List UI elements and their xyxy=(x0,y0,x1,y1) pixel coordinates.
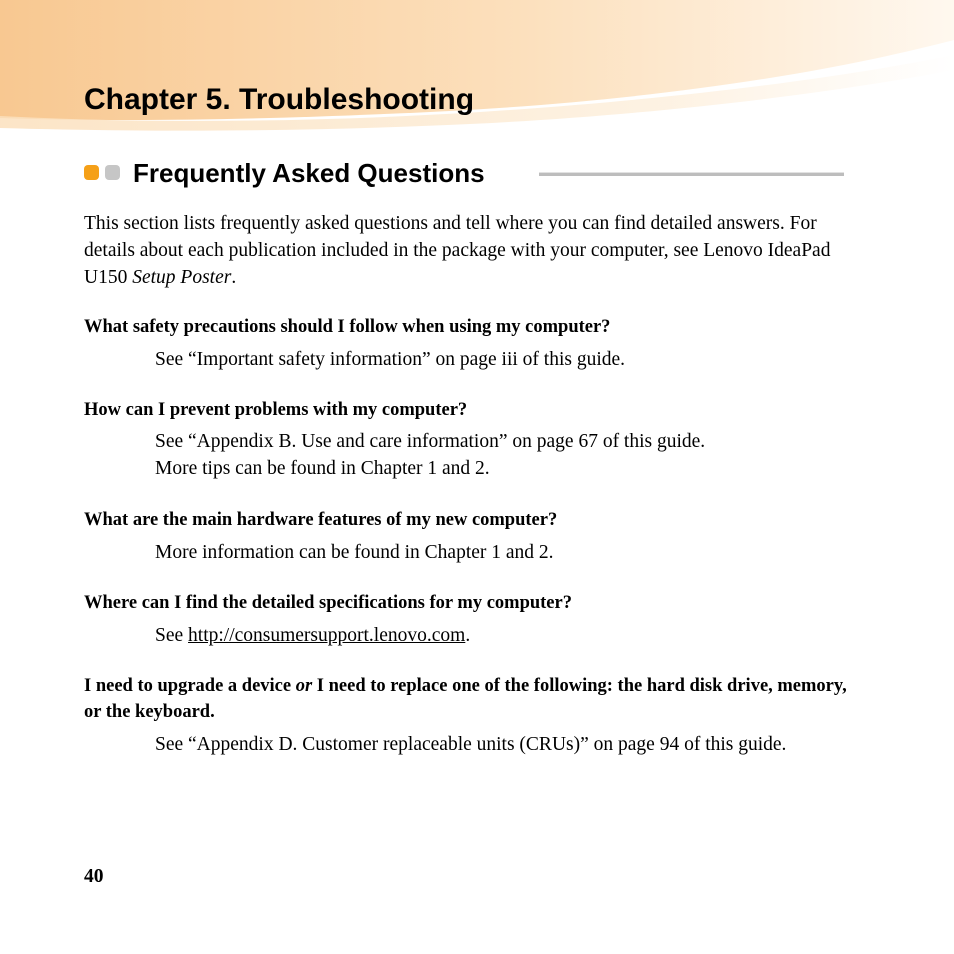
faq-answer-5: See “Appendix D. Customer replaceable units (CRUs)” on page 94 of this guide. xyxy=(155,734,787,755)
faq-question-5-part1: I need to upgrade a device xyxy=(84,676,296,696)
faq-answer-4-suffix: . xyxy=(465,625,471,646)
faq-question-4: Where can I find the detailed specifications for my computer? xyxy=(84,593,572,613)
faq-answer-2: See “Appendix B. Use and care information” on page 67 of this guide. xyxy=(155,431,706,452)
page-number: 40 xyxy=(84,866,104,887)
section-heading xyxy=(84,153,844,193)
faq-question-5 xyxy=(84,673,854,725)
intro-emphasis: Setup Poster xyxy=(132,267,232,288)
intro-paragraph xyxy=(84,210,854,291)
chapter-title: Chapter 5. Troubleshooting xyxy=(84,83,475,116)
intro-end: . xyxy=(231,267,237,288)
faq-answer-1: See “Important safety information” on page iii of this guide. xyxy=(155,349,626,370)
support-link[interactable]: http://consumersupport.lenovo.com xyxy=(188,625,466,646)
heading-rule xyxy=(539,172,844,176)
faq-question-2: How can I prevent problems with my computer? xyxy=(84,400,468,420)
faq-answer-2-extra: More tips can be found in Chapter 1 and 2. xyxy=(155,458,490,479)
faq-answer-4-prefix: See xyxy=(155,625,189,646)
faq-answer-3: More information can be found in Chapter 1 and 2. xyxy=(155,542,554,563)
faq-question-3: What are the main hardware features of my new computer? xyxy=(84,510,558,530)
faq-question-5-em: or xyxy=(295,676,313,696)
gray-bullet-icon xyxy=(105,165,120,180)
orange-bullet-icon xyxy=(84,165,99,180)
faq-question-1: What safety precautions should I follow when using my computer? xyxy=(84,317,611,337)
section-title: Frequently Asked Questions xyxy=(133,158,485,188)
faq-answer-4 xyxy=(155,622,855,649)
intro-text: This section lists frequently asked questions and tell where you can find detailed answers. For details about each publication included in the package with your computer, see Lenovo IdeaPad U150 xyxy=(84,213,831,288)
faq-question-5-part2: I need to replace one of the following: the hard disk drive, memory, or the keyboard. xyxy=(84,676,847,722)
